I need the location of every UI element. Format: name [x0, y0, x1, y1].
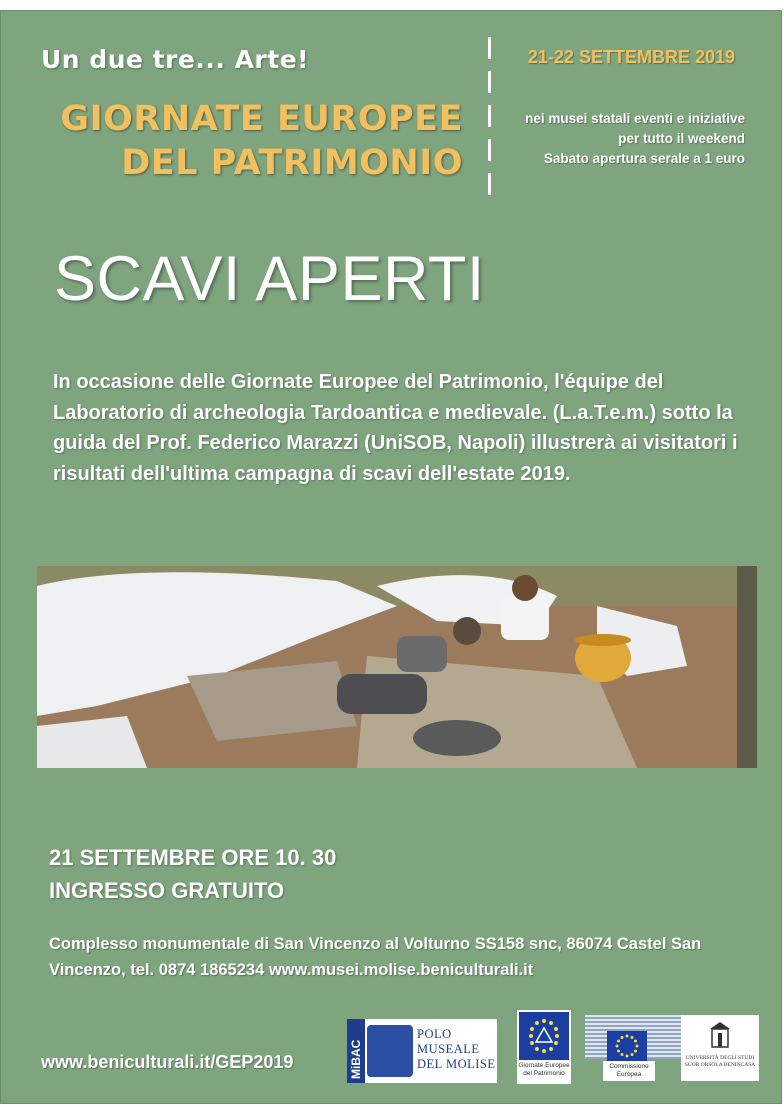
footer-url[interactable]: www.beniculturali.it/GEP2019 [41, 1052, 294, 1072]
university-caption: UNIVERSITÀ DEGLI STUDI SUOR ORSOLA BENINCASA [684, 1055, 756, 1068]
info-line-3: Sabato apertura serale a 1 euro [543, 151, 745, 166]
event-info [525, 109, 745, 169]
poster [0, 10, 782, 1104]
university-logo [681, 1015, 759, 1081]
main-title: SCAVI APERTI [54, 244, 485, 314]
tagline: Un due tre... Arte! [41, 45, 310, 74]
header-divider [488, 37, 491, 207]
schedule [49, 841, 336, 907]
info-line-1: nei musei statali eventi e iniziative [525, 111, 745, 126]
info-line-2: per tutto il weekend [618, 131, 745, 146]
event-dates: 21-22 SETTEMBRE 2019 [527, 47, 735, 67]
event-time: 21 SETTEMBRE ORE 10. 30 [49, 845, 337, 870]
event-title-line-2: DEL PATRIMONIO [121, 143, 463, 183]
university-crest-icon [708, 1021, 732, 1051]
gep-logo [517, 1010, 571, 1084]
entry-info: INGRESSO GRATUITO [49, 878, 285, 903]
excavation-photo [37, 566, 757, 768]
event-title-line-1: GIORNATE EUROPEE [60, 99, 463, 139]
ce-caption: Commissione Europea [603, 1061, 655, 1081]
eu-stars-icon [519, 1012, 569, 1060]
european-commission-logo [585, 1015, 681, 1081]
polo-line-1: POLO [417, 1027, 452, 1041]
polo-museale-logo [347, 1019, 497, 1083]
event-description: In occasione delle Giornate Europee del Patrimonio, l'équipe del Laboratorio di archeologia Tardoantica e medievale. (L.a.T.e.m.) sotto la guida del Prof. Federico Marazzi (UniSOB, Napoli) illustrerà ai visitatori i risultati dell'ultima campagna di scavi dell'estate 2019. [53, 371, 738, 485]
venue-address: Complesso monumentale di San Vincenzo al Volturno SS158 snc, 86074 Castel San Vincenzo, tel. 0874 1865234 www.musei.molise.beniculturali.it [49, 935, 702, 979]
polo-emblem-icon [367, 1025, 413, 1077]
gep-caption: Giornate Europee del Patrimonio [518, 1062, 570, 1077]
mibac-label: MiBAC [349, 1039, 363, 1079]
mibac-band [347, 1019, 365, 1083]
polo-label [417, 1027, 496, 1072]
event-title [60, 97, 463, 185]
polo-line-2: MUSEALE [417, 1042, 480, 1056]
eu-flag-icon [607, 1031, 647, 1061]
polo-line-3: DEL MOLISE [417, 1057, 496, 1071]
